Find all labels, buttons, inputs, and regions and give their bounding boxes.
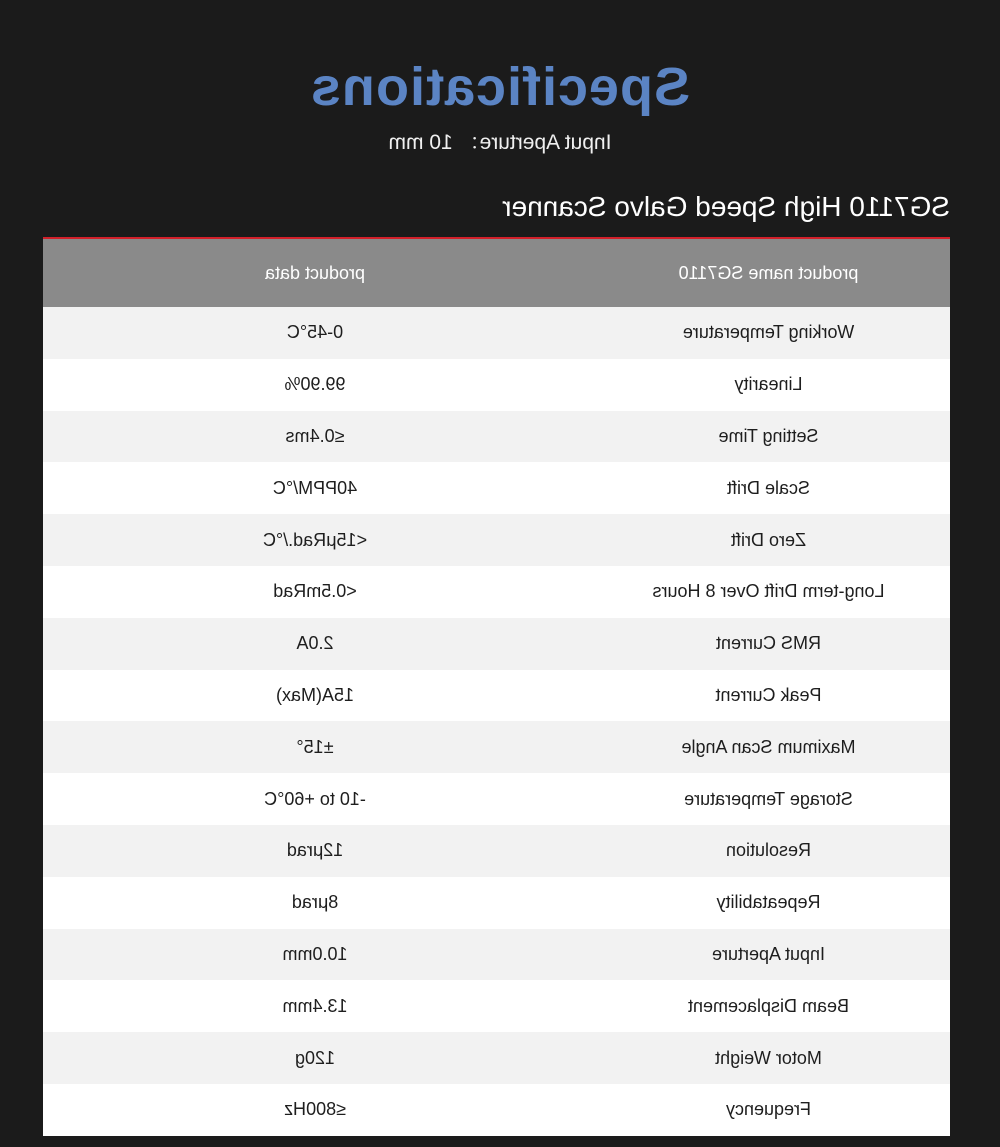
- spec-value-cell: 8μrad: [291, 892, 339, 913]
- table-row: [43, 618, 950, 670]
- spec-value-cell: ≤800Hz: [284, 1099, 346, 1120]
- table-row: [43, 307, 950, 359]
- spec-name-cell: RMS Current: [715, 633, 822, 654]
- spec-value-cell: ≤0.4ms: [285, 425, 345, 446]
- spec-value-cell: ±15°: [296, 736, 334, 757]
- spec-name-cell: Working Temperature: [682, 322, 855, 343]
- spec-name-cell: Long-term Drift Over 8 Hours: [652, 581, 885, 602]
- spec-value-cell: <15μRad./°C: [262, 529, 368, 550]
- spec-name-cell: Frequency: [725, 1099, 812, 1120]
- spec-name-cell: Peak Current: [715, 684, 822, 705]
- spec-value-cell: 12μrad: [286, 840, 344, 861]
- table-row: [43, 825, 950, 877]
- table-row: [43, 411, 950, 463]
- spec-name-cell: Motor Weight: [715, 1047, 822, 1068]
- spec-value-cell: 0-45°C: [286, 322, 344, 343]
- spec-name-cell: Repeatability: [716, 892, 821, 913]
- spec-value-cell: -10 to +60°C: [264, 788, 366, 809]
- table-row: [43, 359, 950, 411]
- spec-name-cell: Zero Drift: [731, 529, 807, 550]
- table-row: [43, 1032, 950, 1084]
- spec-name-cell: Input Aperture: [711, 943, 826, 964]
- spec-table: [43, 239, 950, 1136]
- section-title: SG7110 High Speed Galvo Scanner: [502, 191, 950, 222]
- column-header-name: product name SG7110: [678, 262, 859, 283]
- spec-value-cell: 2.0A: [296, 633, 334, 654]
- spec-value-cell: 120g: [294, 1047, 336, 1068]
- spec-value-cell: <0.5mRad: [273, 581, 357, 602]
- spec-name-cell: Scale Drift: [726, 477, 811, 498]
- table-row: [43, 670, 950, 722]
- table-header-row: [43, 239, 950, 307]
- spec-value-cell: 40PPM/°C: [272, 477, 358, 498]
- spec-name-cell: Maximum Scan Angle: [681, 736, 856, 757]
- spec-name-cell: Resolution: [725, 840, 812, 861]
- spec-value-cell: 10.0mm: [282, 943, 348, 964]
- spec-name-cell: Storage Temperature: [684, 788, 853, 809]
- table-row: [43, 566, 950, 618]
- table-row: [43, 773, 950, 825]
- table-row: [43, 980, 950, 1032]
- page-title: Specifications: [309, 57, 691, 117]
- column-header-value: product data: [264, 262, 366, 283]
- page-subtitle: Input Aperture： 10 mm: [388, 131, 612, 154]
- table-row: [43, 514, 950, 566]
- spec-name-cell: Setting Time: [718, 425, 819, 446]
- spec-value-cell: 13.4mm: [282, 995, 348, 1016]
- spec-name-cell: Beam Displacement: [687, 995, 850, 1016]
- table-row: [43, 462, 950, 514]
- table-row: [43, 721, 950, 773]
- spec-value-cell: 15A(Max): [275, 684, 355, 705]
- table-row: [43, 877, 950, 929]
- table-row: [43, 929, 950, 981]
- spec-value-cell: 99.90%: [284, 374, 346, 395]
- table-body: [43, 307, 950, 1136]
- table-row: [43, 1084, 950, 1136]
- spec-name-cell: Linearity: [734, 374, 803, 395]
